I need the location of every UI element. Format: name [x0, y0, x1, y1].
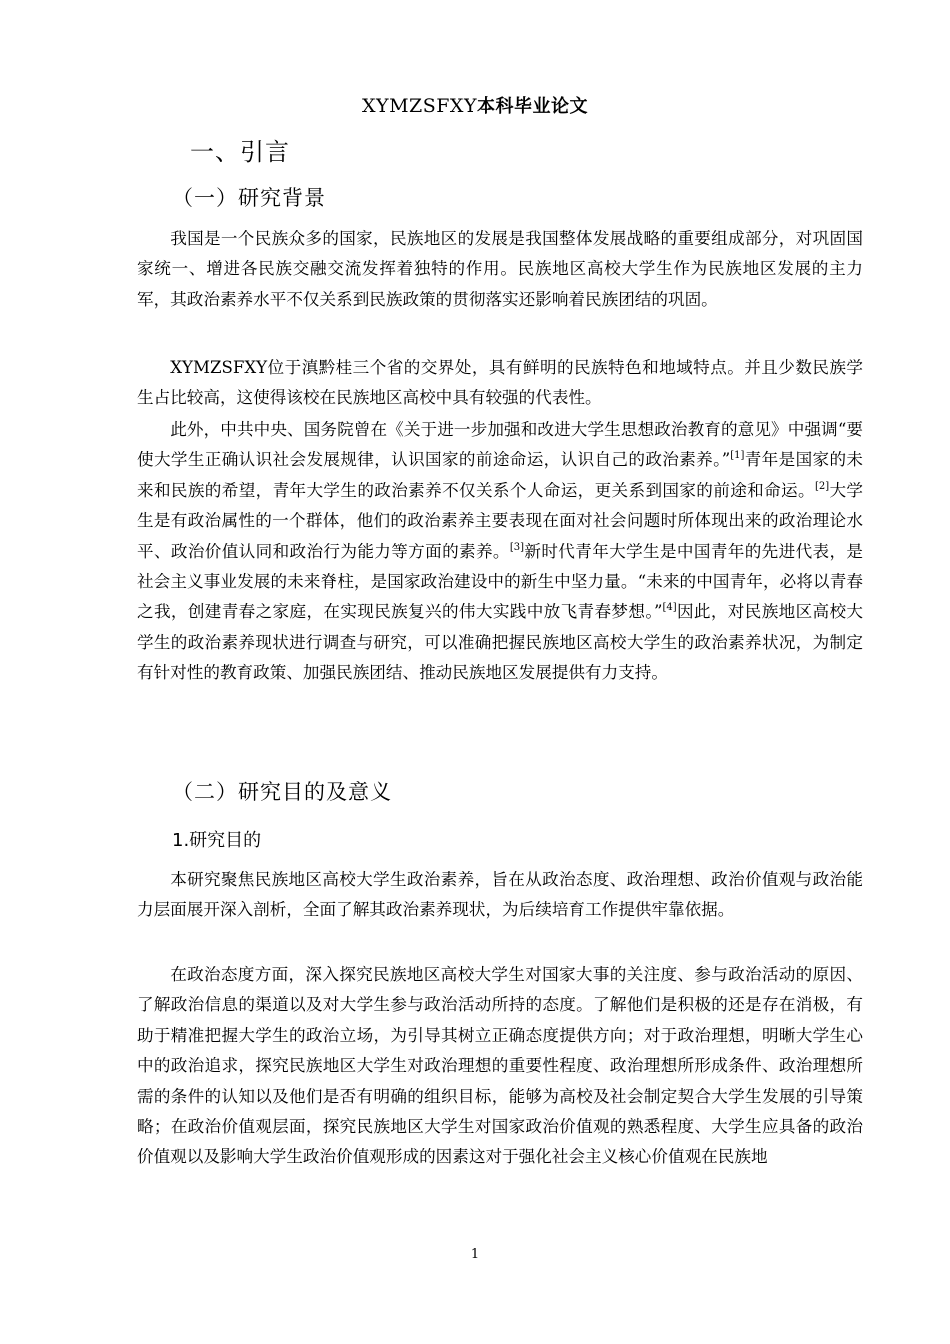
- subsubsection-title-purpose: 1.研究目的: [172, 830, 262, 851]
- header-title: 本科毕业论文: [477, 96, 588, 117]
- citation-ref-3: [3]: [509, 541, 525, 553]
- citation-ref-2: [2]: [814, 480, 830, 492]
- paragraph-background-1: 我国是一个民族众多的国家，民族地区的发展是我国整体发展战略的重要组成部分，对巩固国家统一、增进各民族交融交流发挥着独特的作用。民族地区高校大学生作为民族地区发展的主力军，其政治素养水平不仅关系到民族政策的贯彻落实还影响着民族团结的巩固。: [137, 229, 863, 309]
- paragraph-purpose-2: 在政治态度方面，深入探究民族地区高校大学生对国家大事的关注度、参与政治活动的原因、了解政治信息的渠道以及对大学生参与政治活动所持的态度。了解他们是积极的还是存在消极，有助于精准把握大学生的政治立场，为引导其树立正确态度提供方向；对于政治理想，明晰大学生心中的政治追求，探究民族地区大学生对政治理想的重要性程度、政治理想所形成条件、政治理想所需的条件的认知以及他们是否有明确的组织目标，能够为高校及社会制定契合大学生发展的引导策略；在政治价值观层面，探究民族地区大学生对国家政治价值观的熟悉程度、大学生应具备的政治价值观以及影响大学生政治价值观形成的因素这对于强化社会主义核心价值观在民族地: [137, 965, 863, 1167]
- paragraph-purpose-1: 本研究聚焦民族地区高校大学生政治素养，旨在从政治态度、政治理想、政治价值观与政治能力层面展开深入剖析，全面了解其政治素养现状，为后续培育工作提供牢靠依据。: [137, 870, 863, 920]
- paragraph-background-2: XYMZSFXY位于滇黔桂三个省的交界处，具有鲜明的民族特色和地域特点。并且少数民族学生占比较高，这使得该校在民族地区高校中具有较强的代表性。: [137, 358, 863, 408]
- text-segment: 大学生是有政治属性的一个群体，他们的政治素养主要表现在面对社会问题时所体现出来的政治理论水平、政治价值认同和政治行为能力等方面的素养。: [137, 480, 864, 561]
- page-header: [0, 92, 950, 118]
- text-segment: 因此，对民族地区高校大学生的政治素养现状进行调查与研究，可以准确把握民族地区高校大学生的政治素养状况，为制定有针对性的教育政策、加强民族团结、推动民族地区发展提供有力支持。: [137, 602, 864, 683]
- citation-ref-4: [4]: [662, 602, 677, 614]
- header-prefix: XYMZSFXY: [362, 95, 477, 117]
- text-segment: 此外，中共中央、国务院曾在《关于进一步加强和改进大学生思想政治教育的意见》中强调“要使大学生正确认识社会发展规律，认识国家的前途命运，认识自己的政治素养。”: [137, 420, 863, 470]
- paragraph-background-3: [137, 415, 863, 689]
- citation-ref-1: [1]: [730, 450, 745, 462]
- section-title-introduction: 一、引言: [190, 138, 290, 166]
- subsection-title-background: （一）研究背景: [172, 186, 326, 210]
- subsection-title-purpose: （二）研究目的及意义: [172, 780, 392, 804]
- page-number: 1: [470, 1247, 480, 1262]
- text-segment: 青年是国家的未来和民族的希望，青年大学生的政治素养不仅关系个人命运，更关系到国家的前途和命运。: [137, 450, 863, 500]
- text-segment: 新时代青年大学生是中国青年的先进代表，是社会主义事业发展的未来脊柱，是国家政治建设中的新生中坚力量。“未来的中国青年，必将以青春之我，创建青春之家庭，在实现民族复兴的伟大实践中放飞青春梦想。”: [137, 541, 864, 622]
